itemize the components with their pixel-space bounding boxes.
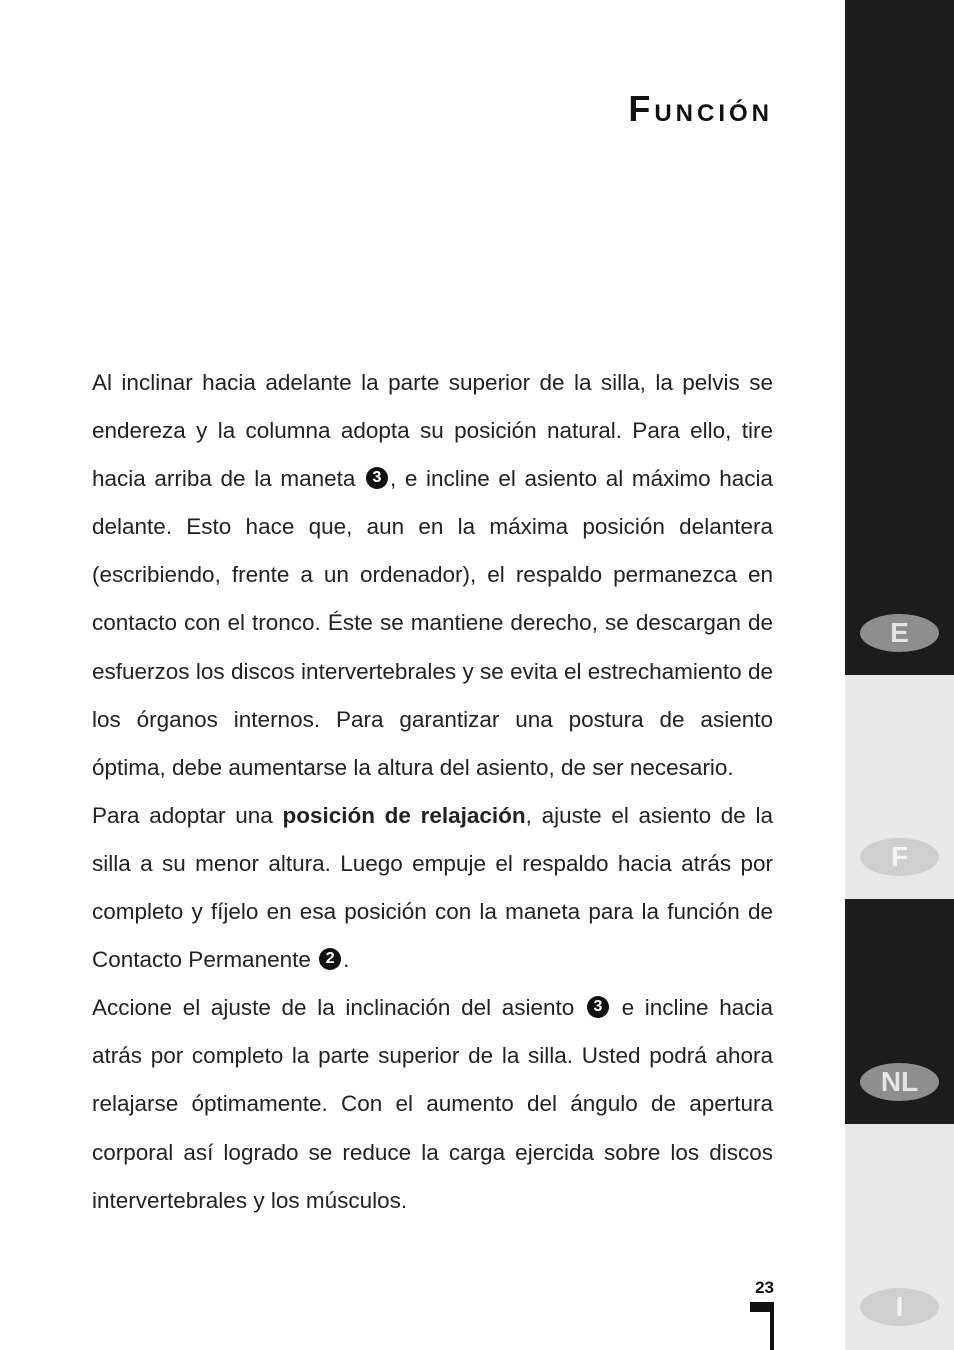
language-tab-i[interactable] xyxy=(845,1124,954,1350)
language-label-i: I xyxy=(860,1288,939,1326)
number-3-icon: 3 xyxy=(587,996,609,1018)
page-number: 23 xyxy=(755,1278,774,1297)
text-segment: , ajuste el asiento de la silla a su menor altura. Luego empuje el respaldo hacia atrás por completo y fíjelo en esa posición con la maneta para la función de Contacto Permanente xyxy=(92,802,773,973)
language-label-e: E xyxy=(860,614,939,652)
text-segment: e incline hacia atrás por completo la parte superior de la silla. Usted podrá ahora relajarse óptimamente. Con el aumento del ángulo de apertura corporal así logrado se reduce la carga ejercida sobre los discos intervertebrales y los músculos. xyxy=(92,995,774,1213)
language-tab-f[interactable] xyxy=(845,675,954,899)
language-label-nl: NL xyxy=(860,1063,939,1101)
corner-mark-vertical xyxy=(770,1302,774,1350)
bold-term: posición de relajación xyxy=(282,802,526,828)
title-rest: UNCIÓN xyxy=(654,100,773,127)
language-tab-e[interactable] xyxy=(845,0,954,675)
paragraph-seat-tilt xyxy=(92,984,773,1224)
page-title xyxy=(628,88,773,130)
language-sidebar xyxy=(845,0,954,1350)
corner-mark xyxy=(750,1302,774,1350)
language-label-f: F xyxy=(860,838,939,876)
number-2-icon: 2 xyxy=(319,948,341,970)
number-3-icon: 3 xyxy=(366,467,388,489)
text-segment: . xyxy=(343,947,350,973)
language-tab-nl[interactable] xyxy=(845,899,954,1124)
text-segment: Al inclinar hacia adelante la parte superior de la silla, la pelvis se endereza y la columna adopta su posición natural. Para ello, tire hacia arriba de la maneta xyxy=(92,370,773,492)
paragraph-relaxation xyxy=(92,792,773,984)
title-initial: F xyxy=(628,88,655,129)
text-segment: Para adoptar una xyxy=(92,802,283,828)
paragraph-inclination xyxy=(92,359,773,792)
text-segment: Accione el ajuste de la inclinación del asiento xyxy=(92,995,585,1021)
text-segment: , e incline el asiento al máximo hacia delante. Esto hace que, aun en la máxima posición delantera (escribiendo, frente a un ordenador), el respaldo permanezca en contacto con el tronco. Éste se mantiene derecho, se descargan de esfuerzos los discos intervertebrales y se evita el estrechamiento de los órganos internos. Para garantizar una postura de asiento óptima, debe aumentarse la altura del asiento, de ser necesario. xyxy=(92,466,773,780)
body-text xyxy=(92,359,773,1225)
